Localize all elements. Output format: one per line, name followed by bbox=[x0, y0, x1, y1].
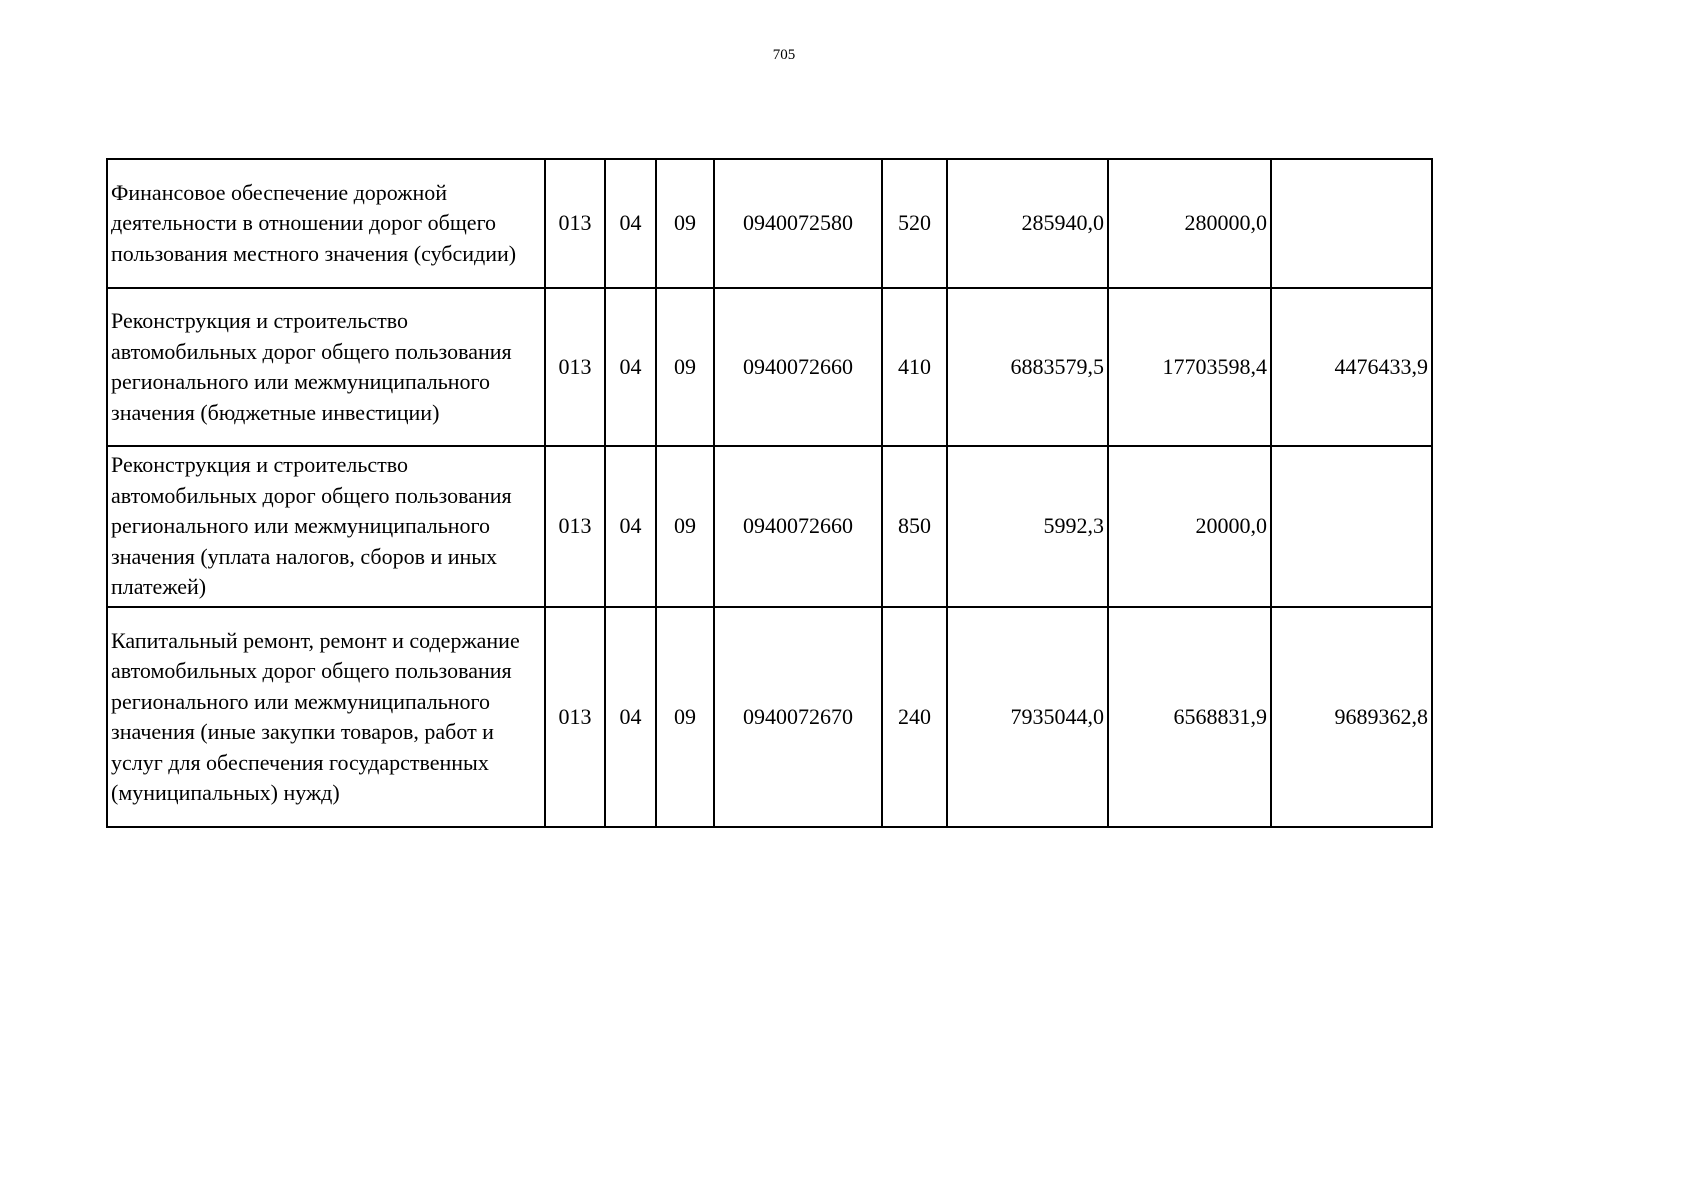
expense-type-cell: 850 bbox=[882, 446, 947, 607]
table-row bbox=[107, 288, 1432, 446]
amount-3-cell bbox=[1271, 159, 1432, 288]
amount-2-cell: 17703598,4 bbox=[1108, 288, 1271, 446]
subsection-code-cell: 09 bbox=[656, 446, 714, 607]
subsection-code-cell: 09 bbox=[656, 159, 714, 288]
section-code-cell: 04 bbox=[605, 607, 656, 827]
table-row bbox=[107, 159, 1432, 288]
target-article-cell: 0940072660 bbox=[714, 446, 882, 607]
amount-1-cell: 6883579,5 bbox=[947, 288, 1108, 446]
amount-1-cell: 285940,0 bbox=[947, 159, 1108, 288]
amount-2-cell: 6568831,9 bbox=[1108, 607, 1271, 827]
target-article-cell: 0940072580 bbox=[714, 159, 882, 288]
subsection-code-cell: 09 bbox=[656, 607, 714, 827]
subsection-code-cell: 09 bbox=[656, 288, 714, 446]
section-code-cell: 04 bbox=[605, 446, 656, 607]
budget-table bbox=[106, 158, 1433, 828]
row-name-cell: Реконструкция и строительство автомобильных дорог общего пользования регионального или межмуниципального значения (бюджетные инвестиции) bbox=[107, 288, 545, 446]
amount-2-cell: 20000,0 bbox=[1108, 446, 1271, 607]
row-name-cell: Капитальный ремонт, ремонт и содержание автомобильных дорог общего пользования регионального или межмуниципального значения (иные закупки товаров, работ и услуг для обеспечения государственных (муниципальных) нужд) bbox=[107, 607, 545, 827]
page-number: 705 bbox=[772, 47, 796, 63]
section-code-cell: 04 bbox=[605, 159, 656, 288]
ministry-code-cell: 013 bbox=[545, 159, 605, 288]
amount-1-cell: 7935044,0 bbox=[947, 607, 1108, 827]
amount-1-cell: 5992,3 bbox=[947, 446, 1108, 607]
ministry-code-cell: 013 bbox=[545, 607, 605, 827]
amount-3-cell bbox=[1271, 446, 1432, 607]
expense-type-cell: 410 bbox=[882, 288, 947, 446]
expense-type-cell: 240 bbox=[882, 607, 947, 827]
ministry-code-cell: 013 bbox=[545, 288, 605, 446]
row-name-cell: Реконструкция и строительство автомобильных дорог общего пользования регионального или межмуниципального значения (уплата налогов, сборов и иных платежей) bbox=[107, 446, 545, 607]
amount-3-cell: 9689362,8 bbox=[1271, 607, 1432, 827]
amount-3-cell: 4476433,9 bbox=[1271, 288, 1432, 446]
table-row bbox=[107, 446, 1432, 607]
target-article-cell: 0940072660 bbox=[714, 288, 882, 446]
expense-type-cell: 520 bbox=[882, 159, 947, 288]
row-name-cell: Финансовое обеспечение дорожной деятельности в отношении дорог общего пользования местного значения (субсидии) bbox=[107, 159, 545, 288]
amount-2-cell: 280000,0 bbox=[1108, 159, 1271, 288]
section-code-cell: 04 bbox=[605, 288, 656, 446]
table-row bbox=[107, 607, 1432, 827]
ministry-code-cell: 013 bbox=[545, 446, 605, 607]
target-article-cell: 0940072670 bbox=[714, 607, 882, 827]
